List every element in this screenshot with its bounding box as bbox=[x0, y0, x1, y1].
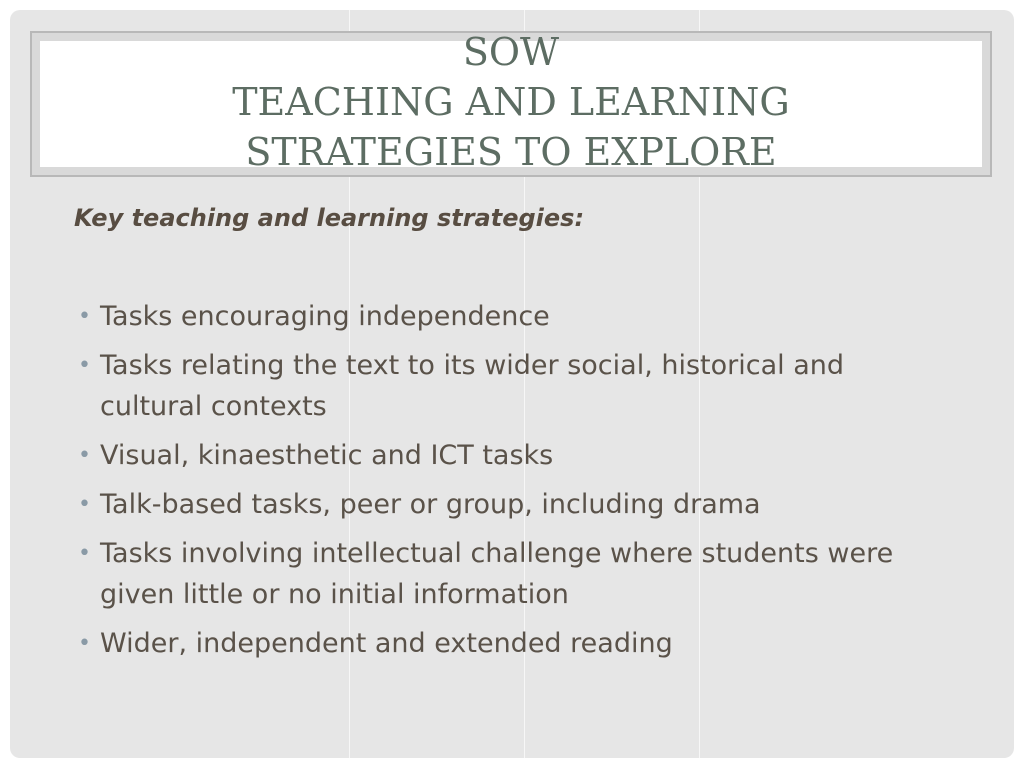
list-item-text: Wider, independent and extended reading bbox=[100, 628, 673, 659]
bullet-icon: • bbox=[78, 492, 91, 517]
list-item bbox=[74, 296, 954, 337]
content-area bbox=[74, 200, 954, 672]
slide bbox=[10, 10, 1014, 758]
list-item-text: Talk-based tasks, peer or group, including drama bbox=[100, 489, 761, 520]
title-line: TEACHING AND LEARNING bbox=[232, 80, 790, 124]
list-item-text: Tasks involving intellectual challenge where students were given little or no initial information bbox=[100, 538, 894, 610]
bullet-list bbox=[74, 296, 954, 664]
list-item bbox=[74, 533, 954, 615]
slide-title bbox=[40, 27, 982, 177]
title-line: SOW bbox=[462, 30, 560, 74]
bullet-icon: • bbox=[78, 304, 91, 329]
list-item bbox=[74, 435, 954, 476]
list-item bbox=[74, 484, 954, 525]
list-item-text: Tasks relating the text to its wider social, historical and cultural contexts bbox=[100, 350, 845, 422]
list-item-text: Visual, kinaesthetic and ICT tasks bbox=[100, 440, 554, 471]
list-item bbox=[74, 623, 954, 664]
list-item-text: Tasks encouraging independence bbox=[100, 301, 550, 332]
bullet-icon: • bbox=[78, 631, 91, 656]
bullet-icon: • bbox=[78, 353, 91, 378]
bullet-icon: • bbox=[78, 541, 91, 566]
bullet-icon: • bbox=[78, 443, 91, 468]
subheading: Key teaching and learning strategies: bbox=[74, 204, 585, 232]
list-item bbox=[74, 345, 954, 427]
title-line: STRATEGIES TO EXPLORE bbox=[245, 130, 777, 174]
